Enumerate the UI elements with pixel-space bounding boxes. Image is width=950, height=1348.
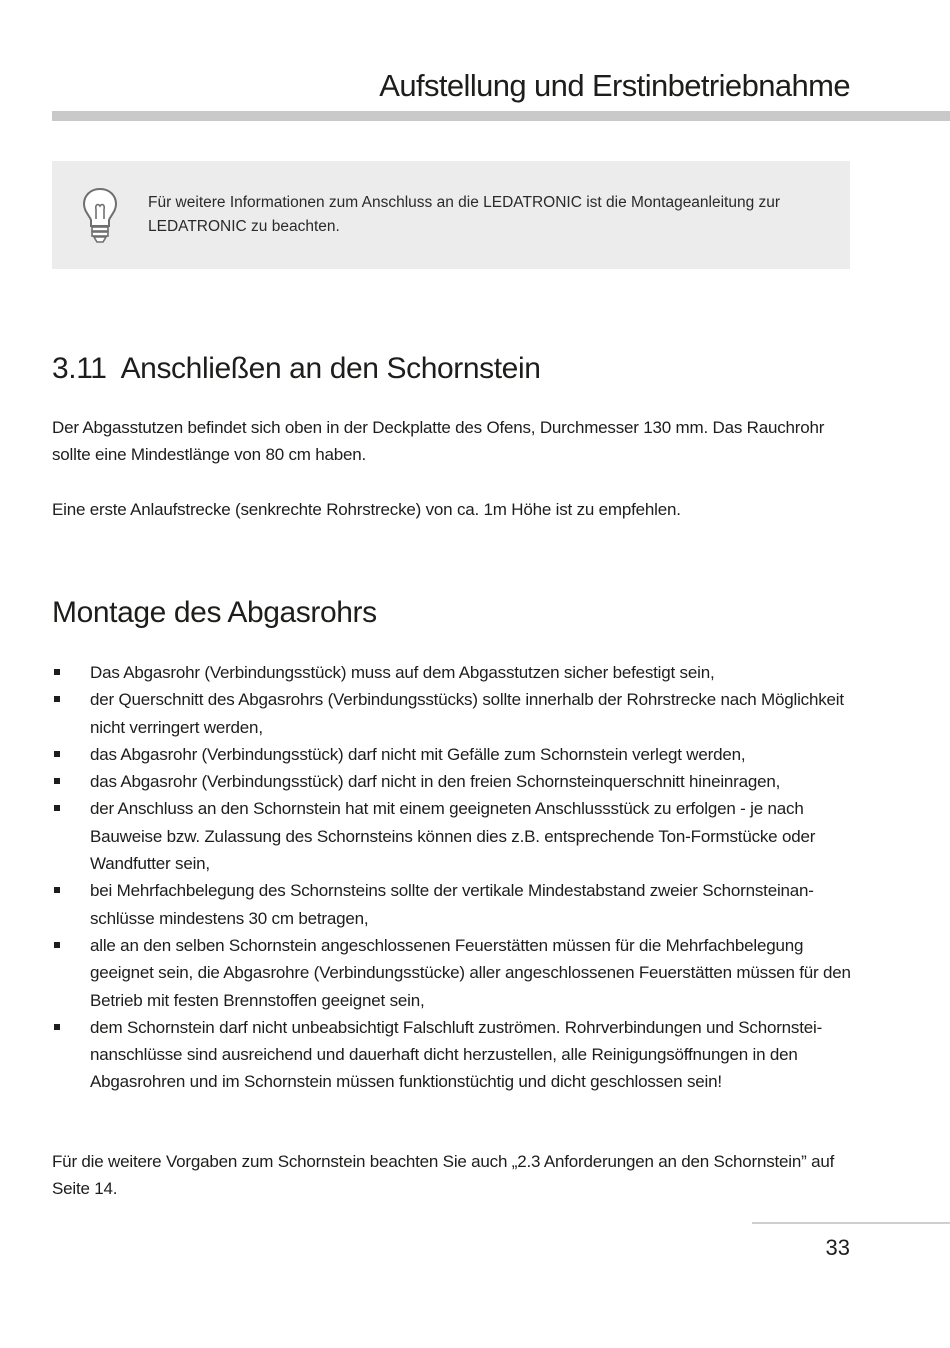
list-item: der Anschluss an den Schornstein hat mit einem geeigneten Anschlussstück zu erfolgen - je nach Bauweise bzw. Zulassung des Schornsteins können dies z.B. entsprechende Ton-Formstücke oder Wandfutter sein, (52, 795, 852, 877)
page-number: 33 (825, 1235, 850, 1260)
section-title: Anschließen an den Schornstein (120, 352, 541, 385)
list-item: Das Abgasrohr (Verbindungsstück) muss auf dem Abgasstutzen sicher befestigt sein, (52, 659, 852, 686)
bullet-icon (54, 942, 60, 948)
header-rule (52, 111, 950, 121)
section-number: 3.11 (52, 352, 107, 385)
list-item: der Querschnitt des Abgasrohrs (Verbindungsstücks) sollte innerhalb der Rohrstrecke nach Möglichkeit nicht verringert werden, (52, 686, 852, 741)
bullet-icon (54, 1024, 60, 1030)
info-box (52, 161, 850, 269)
bullet-icon (54, 669, 60, 675)
subsection-title: Montage des Abgasrohrs (52, 596, 377, 629)
lightbulb-icon (80, 185, 120, 245)
bullet-icon (54, 805, 60, 811)
list-item: das Abgasrohr (Verbindungsstück) darf nicht mit Gefälle zum Schornstein verlegt werden, (52, 741, 852, 768)
bullet-icon (54, 751, 60, 757)
bullet-icon (54, 778, 60, 784)
page-header-title: Aufstellung und Erstinbetriebnahme (379, 68, 850, 103)
info-text: Für weitere Informationen zum Anschluss an die LEDATRONIC ist die Montageanleitung zur LEDATRONIC zu beachten. (148, 194, 781, 235)
list-item: dem Schornstein darf nicht unbeabsichtigt Falschluft zuströmen. Rohrverbindungen und Schornstei-nanschlüsse sind ausreichend und dauerhaft dicht herzustellen, alle Reinigungsöffnungen in den Abgasrohren und im Schornstein müssen funktionstüchtig und dicht geschlossen sein! (52, 1014, 852, 1096)
bullet-icon (54, 696, 60, 702)
bullet-icon (54, 887, 60, 893)
list-item: bei Mehrfachbelegung des Schornsteins sollte der vertikale Mindestabstand zweier Schornsteinan-schlüsse mindestens 30 cm betragen, (52, 877, 852, 932)
footer-note: Für die weitere Vorgaben zum Schornstein beachten Sie auch „2.3 Anforderungen an den Schornstein” auf Seite 14. (52, 1152, 835, 1198)
list-item: das Abgasrohr (Verbindungsstück) darf nicht in den freien Schornsteinquerschnitt hineinragen, (52, 768, 852, 795)
list-item: alle an den selben Schornstein angeschlossenen Feuerstätten müssen für die Mehrfachbelegung geeignet sein, die Abgasrohre (Verbindungsstücke) aller angeschlossenen Feuerstätten müssen für den Betrieb mit festen Brennstoffen geeignet sein, (52, 932, 852, 1014)
footer-rule (752, 1222, 950, 1224)
paragraph: Der Abgasstutzen befindet sich oben in der Deckplatte des Ofens, Durchmesser 130 mm. Das Rauchrohr sollte eine Mindestlänge von 80 cm haben. (52, 418, 825, 464)
section-heading (52, 348, 541, 390)
paragraph: Eine erste Anlaufstrecke (senkrechte Rohrstrecke) von ca. 1m Höhe ist zu empfehlen. (52, 500, 681, 519)
montage-list (52, 659, 852, 1096)
